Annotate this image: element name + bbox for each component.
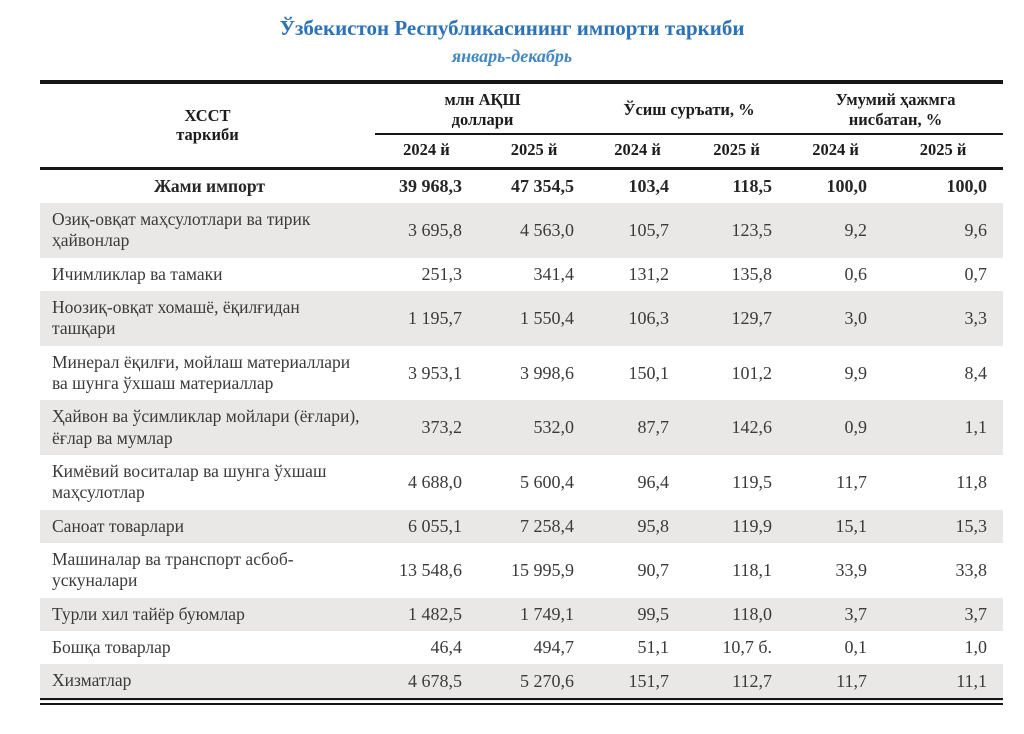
value-cell: 95,8 <box>637 515 670 536</box>
value-cell: 11,8 <box>956 471 988 492</box>
value-cell: 101,2 <box>731 362 773 383</box>
value-cell: 11,1 <box>956 670 988 691</box>
import-structure-table <box>40 80 1003 705</box>
column-header-xsst-line1: ХССТ <box>184 105 231 125</box>
value-cell: 1 195,7 <box>408 307 462 328</box>
row-label: Машиналар ва транспорт асбоб-ускуналари <box>52 549 294 591</box>
value-cell: 46,4 <box>430 637 462 658</box>
value-cell: 1 482,5 <box>408 603 462 624</box>
row-label: Бошқа товарлар <box>52 637 171 658</box>
table-row <box>40 510 1003 543</box>
value-cell: 106,3 <box>628 307 670 328</box>
value-cell: 7 258,4 <box>520 515 575 536</box>
value-cell: 5 600,4 <box>520 471 575 492</box>
column-header-xsst-line2: таркиби <box>176 125 239 145</box>
value-cell: 11,7 <box>836 670 868 691</box>
table-row <box>40 664 1003 701</box>
value-cell: 103,4 <box>628 175 670 196</box>
value-cell: 33,8 <box>955 559 988 580</box>
value-cell: 131,2 <box>628 263 670 284</box>
value-cell: 0,1 <box>844 637 868 658</box>
year-header: 2025 й <box>713 140 760 160</box>
value-cell: 100,0 <box>946 175 988 196</box>
value-cell: 129,7 <box>731 307 773 328</box>
value-cell: 39 968,3 <box>399 175 462 196</box>
table-row <box>40 346 1003 401</box>
value-cell: 15,1 <box>835 515 868 536</box>
value-cell: 1,1 <box>964 417 988 438</box>
value-cell: 3,3 <box>964 307 988 328</box>
column-group-growth-rate: Ўсиш суръати, % <box>590 82 788 134</box>
row-label: Хизматлар <box>52 670 132 691</box>
value-cell: 15 995,9 <box>511 559 575 580</box>
table-row <box>40 543 1003 598</box>
value-cell: 3 998,6 <box>520 362 575 383</box>
value-cell: 251,3 <box>421 263 462 284</box>
value-cell: 3,7 <box>964 603 988 624</box>
value-cell: 15,3 <box>955 515 988 536</box>
value-cell: 135,8 <box>731 263 773 284</box>
value-cell: 9,6 <box>964 219 988 240</box>
page-title: Ўзбекистон Республикасининг импорти таркиби <box>279 16 745 40</box>
row-label: Озиқ-овқат маҳсулотлари ва тирик ҳайвонлар <box>52 208 311 251</box>
table-row <box>40 631 1003 664</box>
value-cell: 4 678,5 <box>408 670 462 691</box>
table-row <box>40 258 1003 291</box>
table-row <box>40 455 1003 510</box>
value-cell: 150,1 <box>628 362 670 383</box>
value-cell: 4 563,0 <box>520 219 575 240</box>
value-cell: 47 354,5 <box>511 175 575 196</box>
value-cell: 51,1 <box>637 637 670 658</box>
value-cell: 532,0 <box>533 417 575 438</box>
value-cell: 4 688,0 <box>408 471 462 492</box>
value-cell: 3 695,8 <box>408 219 462 240</box>
value-cell: 112,7 <box>732 670 773 691</box>
value-cell: 33,9 <box>835 559 868 580</box>
value-cell: 123,5 <box>731 219 773 240</box>
row-label: Ноозиқ-овқат хомашё, ёқилғидан ташқари <box>52 296 300 339</box>
value-cell: 142,6 <box>731 417 773 438</box>
value-cell: 11,7 <box>836 471 868 492</box>
value-cell: 105,7 <box>628 219 670 240</box>
column-group-usd-mln: млн АҚШ доллари <box>375 82 590 134</box>
table-row <box>40 598 1003 631</box>
value-cell: 119,5 <box>732 471 773 492</box>
value-cell: 0,6 <box>844 263 868 284</box>
value-cell: 118,0 <box>732 603 773 624</box>
table-row <box>40 291 1003 346</box>
row-label: Турли хил тайёр буюмлар <box>52 603 245 624</box>
value-cell: 118,1 <box>732 559 773 580</box>
value-cell: 119,9 <box>732 515 773 536</box>
value-cell: 96,4 <box>637 471 670 492</box>
value-cell: 5 270,6 <box>520 670 575 691</box>
table-body <box>40 168 1003 701</box>
row-label: Кимёвий воситалар ва шунга ўхшаш маҳсулотлар <box>52 461 327 503</box>
row-label: Саноат товарлари <box>52 515 184 536</box>
value-cell: 1 749,1 <box>520 603 575 624</box>
year-header: 2025 й <box>510 140 558 160</box>
value-cell: 118,5 <box>732 175 773 196</box>
table-row <box>40 168 1003 203</box>
row-label: Минерал ёқилғи, мойлаш материаллари ва шунга ўхшаш материаллар <box>52 351 351 393</box>
value-cell: 341,4 <box>533 263 575 284</box>
value-cell: 3,7 <box>844 603 868 624</box>
group-header-row <box>40 82 1003 134</box>
year-header: 2024 й <box>614 140 661 160</box>
value-cell: 8,4 <box>964 362 988 383</box>
value-cell: 9,9 <box>844 362 868 383</box>
value-cell: 13 548,6 <box>399 559 462 580</box>
value-cell: 1 550,4 <box>520 307 575 328</box>
value-cell: 0,7 <box>964 263 988 284</box>
value-cell: 99,5 <box>637 603 670 624</box>
column-header-xsst <box>40 82 375 168</box>
value-cell: 3 953,1 <box>408 362 462 383</box>
value-cell: 100,0 <box>826 175 868 196</box>
year-header: 2025 й <box>919 140 967 160</box>
value-cell: 0,9 <box>844 417 868 438</box>
page-subtitle: январь-декабрь <box>451 46 573 67</box>
value-cell: 151,7 <box>628 670 670 691</box>
row-label: Ҳайвон ва ўсимликлар мойлари (ёғлари), ёғлар ва мумлар <box>52 406 360 448</box>
table-header <box>40 82 1003 168</box>
value-cell: 9,2 <box>844 219 868 240</box>
year-header: 2024 й <box>812 140 859 160</box>
value-cell: 90,7 <box>637 559 670 580</box>
column-group-share-of-total: Умумий ҳажмга нисбатан, % <box>788 82 1003 134</box>
value-cell: 1,0 <box>964 637 988 658</box>
table-row <box>40 400 1003 455</box>
value-cell: 87,7 <box>637 417 670 438</box>
value-cell: 10,7 б. <box>722 637 773 658</box>
value-cell: 3,0 <box>844 307 868 328</box>
row-label: Жами импорт <box>154 175 265 196</box>
value-cell: 373,2 <box>421 417 462 438</box>
table-row <box>40 203 1003 258</box>
row-label: Ичимликлар ва тамаки <box>52 263 223 284</box>
value-cell: 494,7 <box>533 637 575 658</box>
year-header: 2024 й <box>403 140 450 160</box>
value-cell: 6 055,1 <box>408 515 462 536</box>
